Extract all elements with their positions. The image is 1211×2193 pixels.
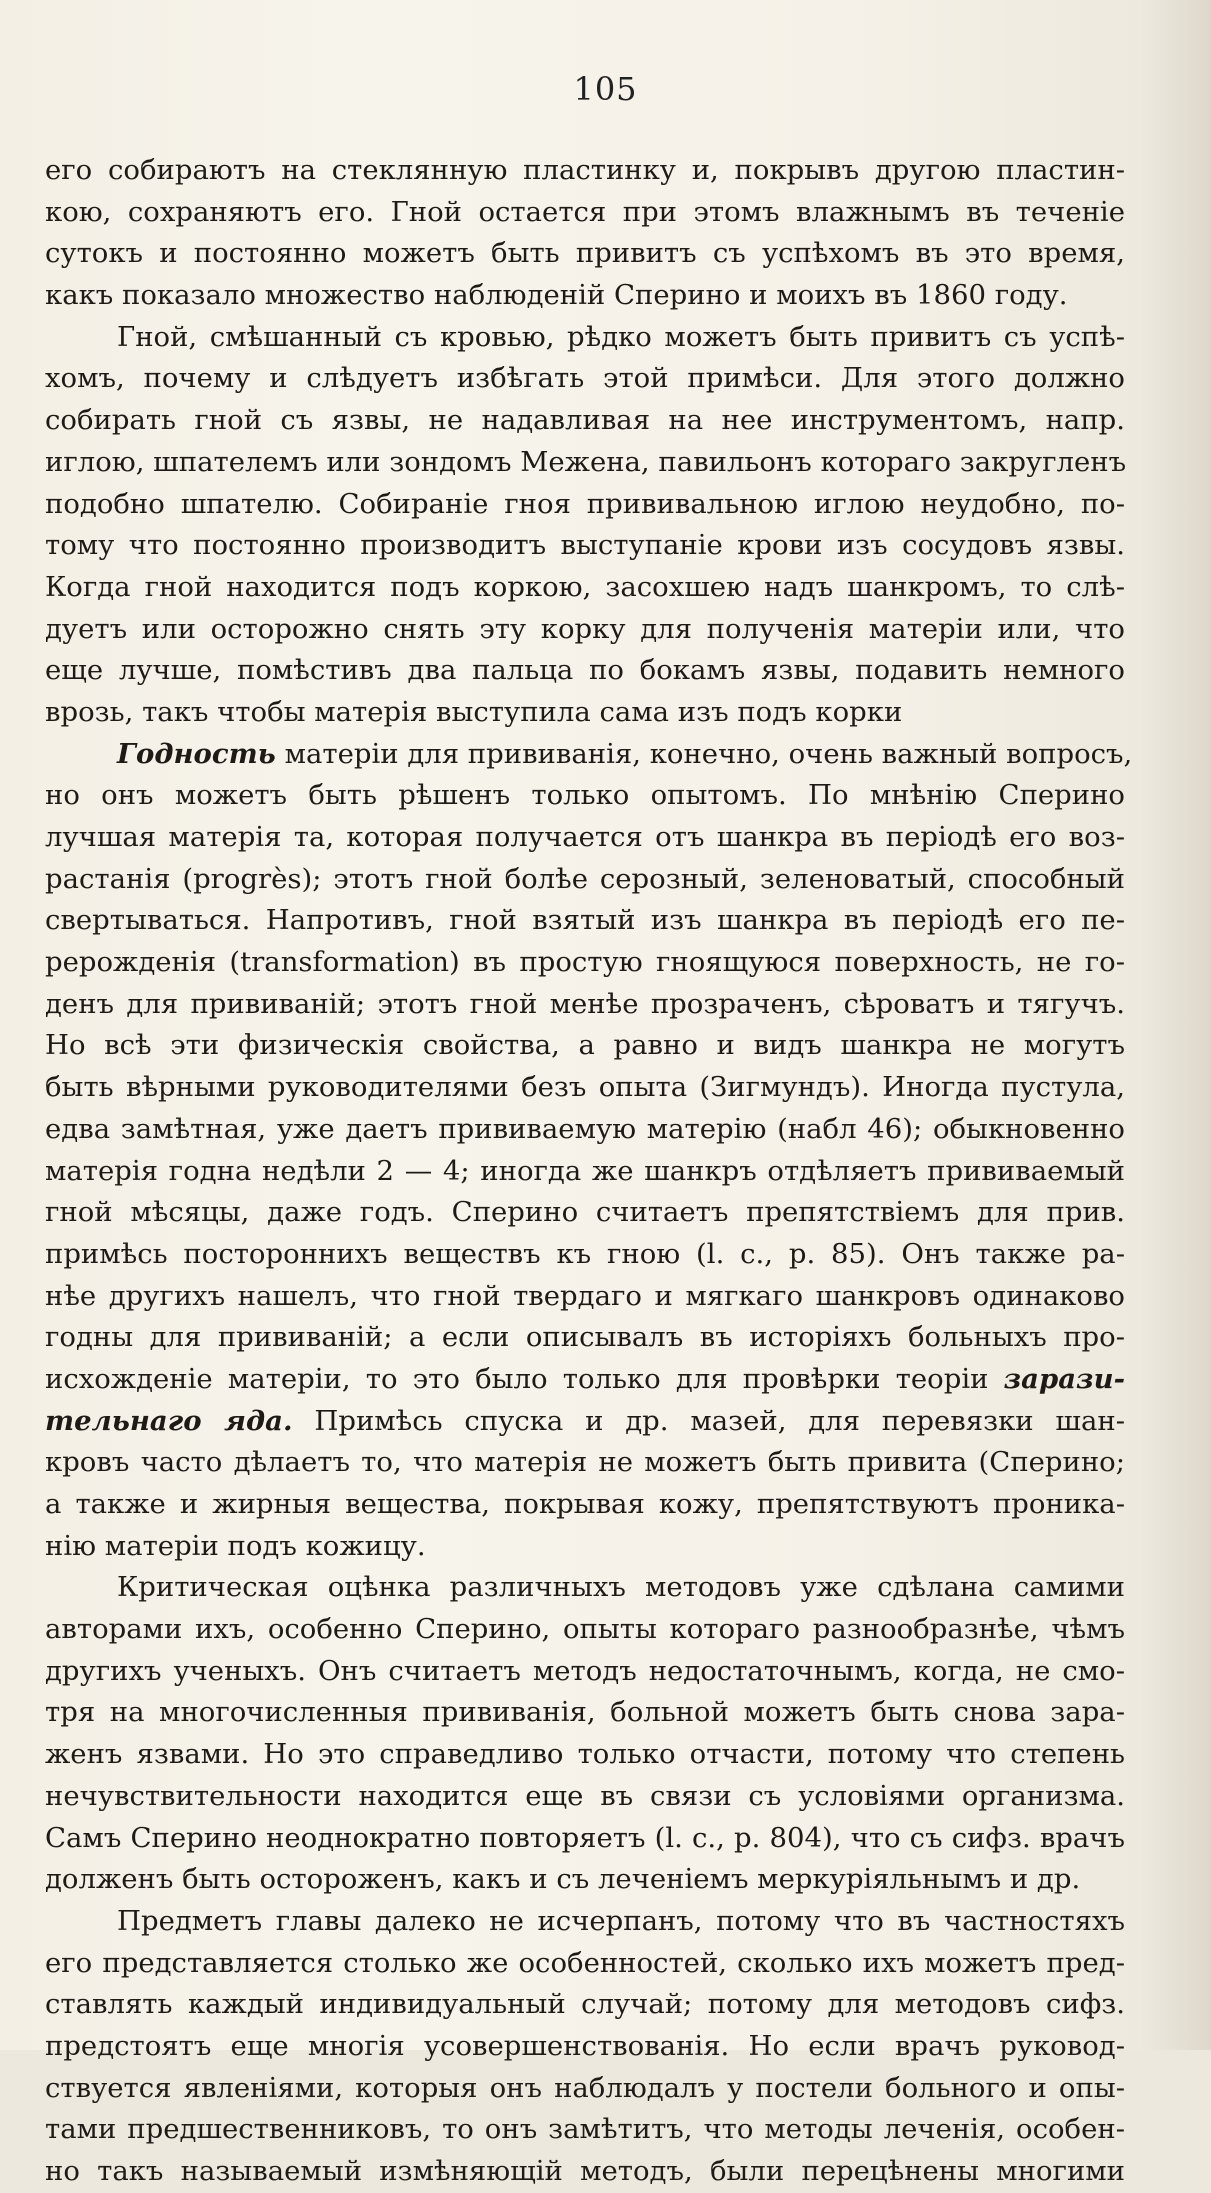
line-text: но онъ можетъ быть рѣшенъ только опытомъ. По мнѣнію Сперино	[45, 779, 1125, 812]
text-line	[45, 1109, 1125, 1151]
line-text: исхожденіе матеріи, то это было только для провѣрки теоріи	[45, 1362, 1004, 1395]
text-line	[45, 1067, 1125, 1109]
text-line	[45, 650, 1125, 692]
text-line	[45, 1943, 1125, 1985]
line-text: женъ язвами. Но это справедливо только отчасти, потому что степень	[45, 1738, 1125, 1771]
text-line	[45, 2068, 1125, 2110]
text-line	[45, 484, 1125, 526]
line-text: его собираютъ на стеклянную пластинку и, покрывъ другою пластин-	[45, 154, 1125, 186]
text-line	[45, 1776, 1125, 1818]
page-number: 105	[573, 70, 638, 108]
line-text: Предметъ главы далеко не исчерпанъ, потому что въ частностяхъ	[117, 1904, 1125, 1937]
text-line	[45, 609, 1125, 651]
line-text: врозь, такъ чтобы матерія выступила сама изъ подъ корки	[45, 695, 903, 728]
text-line	[45, 734, 1133, 776]
line-text: ставлять каждый индивидуальный случай; потому для методовъ сифз.	[45, 1988, 1125, 2021]
text-line	[45, 2109, 1125, 2151]
text-line	[45, 1651, 1125, 1693]
text-line	[45, 1567, 1125, 1609]
text-line	[45, 1317, 1125, 1359]
text-line	[45, 775, 1125, 817]
text-line	[45, 1526, 1125, 1568]
emphasized-term: Годность	[117, 737, 276, 770]
text-line	[45, 900, 1125, 942]
line-text: а также и жирныя вещества, покрывая кожу, препятствуютъ проника-	[45, 1488, 1125, 1520]
line-text: Когда гной находится подъ коркою, засохшею надъ шанкромъ, то слѣ-	[45, 570, 1125, 603]
text-line	[45, 525, 1125, 567]
line-text: подобно шпателю. Собираніе гноя прививальною иглою неудобно, по-	[45, 487, 1125, 520]
line-text: долженъ быть остороженъ, какъ и съ леченіемъ меркуріяльнымъ и др.	[45, 1863, 1081, 1896]
text-line	[45, 275, 1125, 317]
text-line	[45, 942, 1125, 984]
text-line	[45, 1234, 1125, 1276]
text-line	[45, 1901, 1125, 1943]
text-line	[45, 1442, 1125, 1484]
line-text: денъ для прививаній; этотъ гной менѣе прозраченъ, сѣроватъ и тягучъ.	[45, 987, 1125, 1020]
line-text: Гной, смѣшанный съ кровью, рѣдко можетъ быть привитъ съ успѣ-	[117, 320, 1125, 353]
line-text: еще лучше, помѣстивъ два пальца по бокамъ язвы, подавить немного	[45, 654, 1125, 687]
text-line	[45, 1484, 1125, 1526]
text-line	[45, 984, 1125, 1026]
text-line	[45, 859, 1125, 901]
line-text: нѣе другихъ нашелъ, что гной твердаго и мягкаго шанкровъ одинаково	[45, 1279, 1125, 1312]
line-text: собирать гной съ язвы, не надавливая на нее инструментомъ, напр.	[45, 404, 1125, 437]
line-text: Самъ Сперино неоднократно повторяетъ (l. c., p. 804), что съ сифз. врачъ	[45, 1821, 1125, 1854]
line-text: примѣсь постороннихъ веществъ къ гною (l. c., p. 85). Онъ также ра-	[45, 1237, 1125, 1270]
line-text: кою, сохраняютъ его. Гной остается при этомъ влажнымъ въ теченіе	[45, 195, 1125, 228]
text-line	[45, 317, 1125, 359]
text-line	[45, 1359, 1125, 1401]
line-text: едва замѣтная, уже даетъ прививаемую матерію (набл 46); обыкновенно	[45, 1112, 1125, 1145]
line-text: годны для прививаній; а если описывалъ въ исторіяхъ больныхъ про-	[45, 1321, 1125, 1354]
line-text: его представляется столько же особенностей, сколько ихъ можетъ пред-	[45, 1946, 1125, 1979]
line-text: лучшая матерія та, которая получается отъ шанкра въ періодѣ его воз-	[45, 821, 1125, 853]
line-text: гной мѣсяцы, даже годъ. Сперино считаетъ препятствіемъ для прив.	[45, 1196, 1125, 1229]
line-text: хомъ, почему и слѣдуетъ избѣгать этой примѣси. Для этого должно	[45, 362, 1125, 395]
text-line	[45, 358, 1125, 400]
line-text: другихъ ученыхъ. Онъ считаетъ методъ недостаточнымъ, когда, не смо-	[45, 1654, 1125, 1687]
text-line	[45, 1818, 1125, 1860]
text-line	[45, 1734, 1125, 1776]
text-line	[45, 1025, 1125, 1067]
line-text: рерожденія (transformation) въ простую гноящуюся поверхность, не го-	[45, 946, 1125, 979]
line-text: растанія (progrès); этотъ гной болѣе серозный, зеленоватый, способный	[45, 862, 1125, 895]
text-line	[45, 1609, 1125, 1651]
line-text: Критическая оцѣнка различныхъ методовъ уже сдѣлана самими	[117, 1571, 1125, 1604]
line-text: тому что постоянно производитъ выступаніе крови изъ сосудовъ язвы.	[45, 529, 1125, 562]
line-text: какъ показало множество наблюденій Сперино и моихъ въ 1860 году.	[45, 279, 1068, 312]
line-text: Но всѣ эти физическія свойства, а равно и видъ шанкра не могутъ	[45, 1029, 1125, 1062]
text-line	[45, 2151, 1125, 2193]
line-text: Примѣсь спуска и др. мазей, для перевязки шан-	[292, 1404, 1125, 1437]
text-line	[45, 567, 1125, 609]
text-line	[45, 400, 1125, 442]
text-line	[45, 150, 1125, 192]
text-line	[45, 1192, 1125, 1234]
text-line	[45, 1859, 1125, 1901]
text-line	[45, 233, 1125, 275]
line-text: свертываться. Напротивъ, гной взятый изъ шанкра въ періодѣ его пе-	[45, 904, 1125, 937]
line-text: авторами ихъ, особенно Сперино, опыты котораго разнообразнѣе, чѣмъ	[45, 1613, 1125, 1646]
text-line	[45, 1276, 1125, 1318]
page-gutter-shadow	[1141, 0, 1211, 2050]
text-line	[45, 817, 1125, 859]
emphasized-term: зарази-	[1003, 1362, 1125, 1395]
line-text: матерія годна недѣли 2 — 4; иногда же шанкръ отдѣляетъ прививаемый	[45, 1154, 1125, 1187]
text-line	[45, 192, 1125, 234]
text-line	[45, 442, 1125, 484]
body-text	[45, 150, 1133, 2193]
emphasized-term: тельнаго яда.	[45, 1404, 293, 1437]
text-line	[45, 1151, 1125, 1193]
line-text: матеріи для прививанія, конечно, очень важный вопросъ,	[275, 737, 1133, 770]
line-text: кровъ часто дѣлаетъ то, что матерія не можетъ быть привита (Сперино;	[45, 1446, 1125, 1479]
line-text: сутокъ и постоянно можетъ быть привитъ съ успѣхомъ въ это время,	[45, 237, 1125, 270]
line-text: но такъ называемый измѣняющій методъ, были перецѣнены многими	[45, 2155, 1125, 2187]
text-line	[45, 1692, 1125, 1734]
line-text: быть вѣрными руководителями безъ опыта (Зигмундъ). Иногда пустула,	[45, 1071, 1125, 1104]
line-text: дуетъ или осторожно снять эту корку для полученія матеріи или, что	[45, 612, 1125, 645]
text-line	[45, 692, 1125, 734]
line-text: нечувствительности находится еще въ связи съ условіями организма.	[45, 1779, 1125, 1812]
text-line	[45, 2026, 1125, 2068]
line-text: предстоятъ еще многія усовершенствованія. Но если врачъ руковод-	[45, 2029, 1125, 2062]
line-text: тами предшественниковъ, то онъ замѣтитъ, что методы леченія, особен-	[45, 2113, 1125, 2146]
line-text: тря на многочисленныя прививанія, больной можетъ быть снова зара-	[45, 1696, 1125, 1729]
line-text: ствуется явленіями, которыя онъ наблюдалъ у постели больного и опы-	[45, 2071, 1125, 2104]
line-text: нію матеріи подъ кожицу.	[45, 1529, 426, 1562]
line-text: иглою, шпателемъ или зондомъ Межена, павильонъ котораго закругленъ	[45, 445, 1127, 478]
text-line	[45, 1401, 1125, 1443]
text-line	[45, 1984, 1125, 2026]
